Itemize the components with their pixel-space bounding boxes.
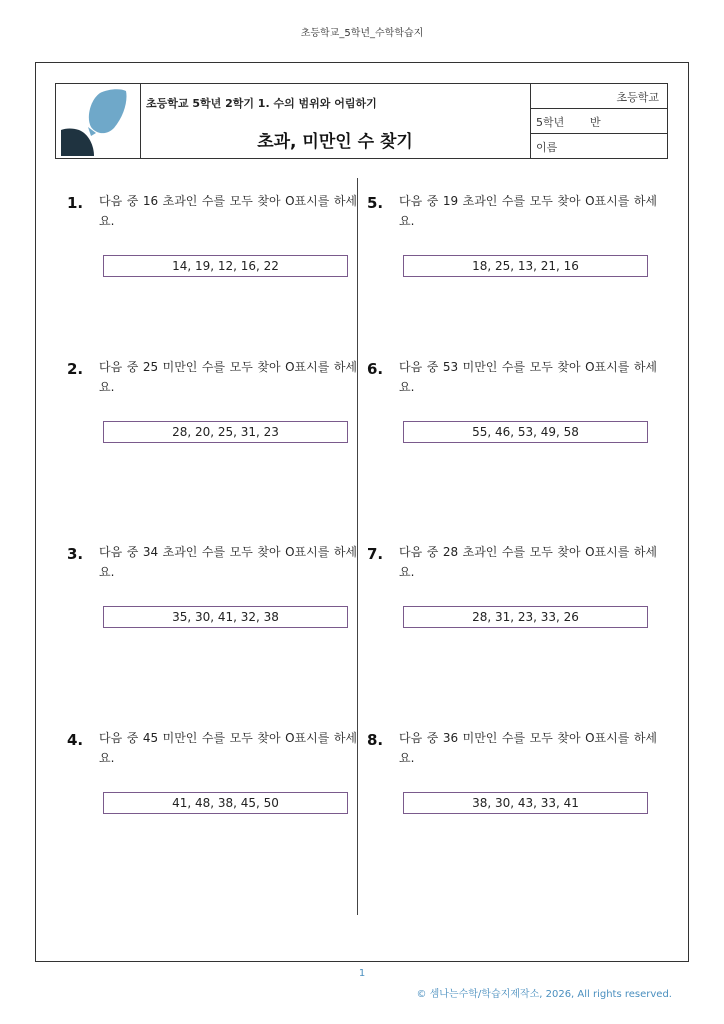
droplet-logo-icon xyxy=(56,84,140,158)
number-box[interactable]: 18, 25, 13, 21, 16 xyxy=(403,255,648,277)
number-box[interactable]: 28, 31, 23, 33, 26 xyxy=(403,606,648,628)
school-label: 초등학교 xyxy=(616,91,659,104)
number-box[interactable]: 55, 46, 53, 49, 58 xyxy=(403,421,648,443)
name-label: 이름 xyxy=(536,141,558,154)
page-number: 1 xyxy=(358,968,366,979)
problem-number: 8. xyxy=(367,731,384,749)
column-divider xyxy=(357,178,358,915)
school-field[interactable] xyxy=(530,84,667,109)
problem-number: 7. xyxy=(367,545,384,563)
problem-number: 2. xyxy=(67,360,84,378)
problem-number: 6. xyxy=(367,360,384,378)
student-info xyxy=(530,84,667,158)
problem-text: 다음 중 28 초과인 수를 모두 찾아 O표시를 하세요. xyxy=(399,545,657,579)
problem-text: 다음 중 53 미만인 수를 모두 찾아 O표시를 하세요. xyxy=(399,360,657,394)
worksheet-title: 초과, 미만인 수 찾기 xyxy=(257,132,413,152)
logo xyxy=(56,84,141,158)
copyright-notice: © 셈나는수학/학습지제작소, 2026, All rights reserved. xyxy=(416,989,672,1000)
problem-text: 다음 중 34 초과인 수를 모두 찾아 O표시를 하세요. xyxy=(99,545,357,579)
problem-number: 4. xyxy=(67,731,84,749)
name-field[interactable] xyxy=(530,134,667,158)
number-box[interactable]: 14, 19, 12, 16, 22 xyxy=(103,255,348,277)
problem-text: 다음 중 45 미만인 수를 모두 찾아 O표시를 하세요. xyxy=(99,731,357,765)
grade-class-field[interactable] xyxy=(530,109,667,134)
number-box[interactable]: 28, 20, 25, 31, 23 xyxy=(103,421,348,443)
number-box[interactable]: 38, 30, 43, 33, 41 xyxy=(403,792,648,814)
grade-label: 5학년 xyxy=(536,116,565,129)
number-box[interactable]: 35, 30, 41, 32, 38 xyxy=(103,606,348,628)
title-box xyxy=(55,83,668,159)
problem-text: 다음 중 16 초과인 수를 모두 찾아 O표시를 하세요. xyxy=(99,194,357,228)
title-main-cell xyxy=(140,84,531,158)
number-box[interactable]: 41, 48, 38, 45, 50 xyxy=(103,792,348,814)
page-header: 초등학교_5학년_수학학습지 xyxy=(300,28,424,39)
unit-subtitle: 초등학교 5학년 2학기 1. 수의 범위와 어림하기 xyxy=(146,97,377,110)
class-label: 반 xyxy=(590,116,601,129)
problem-number: 1. xyxy=(67,194,84,212)
problem-text: 다음 중 25 미만인 수를 모두 찾아 O표시를 하세요. xyxy=(99,360,357,394)
problem-text: 다음 중 19 초과인 수를 모두 찾아 O표시를 하세요. xyxy=(399,194,657,228)
problem-number: 3. xyxy=(67,545,84,563)
problem-text: 다음 중 36 미만인 수를 모두 찾아 O표시를 하세요. xyxy=(399,731,657,765)
problem-number: 5. xyxy=(367,194,384,212)
